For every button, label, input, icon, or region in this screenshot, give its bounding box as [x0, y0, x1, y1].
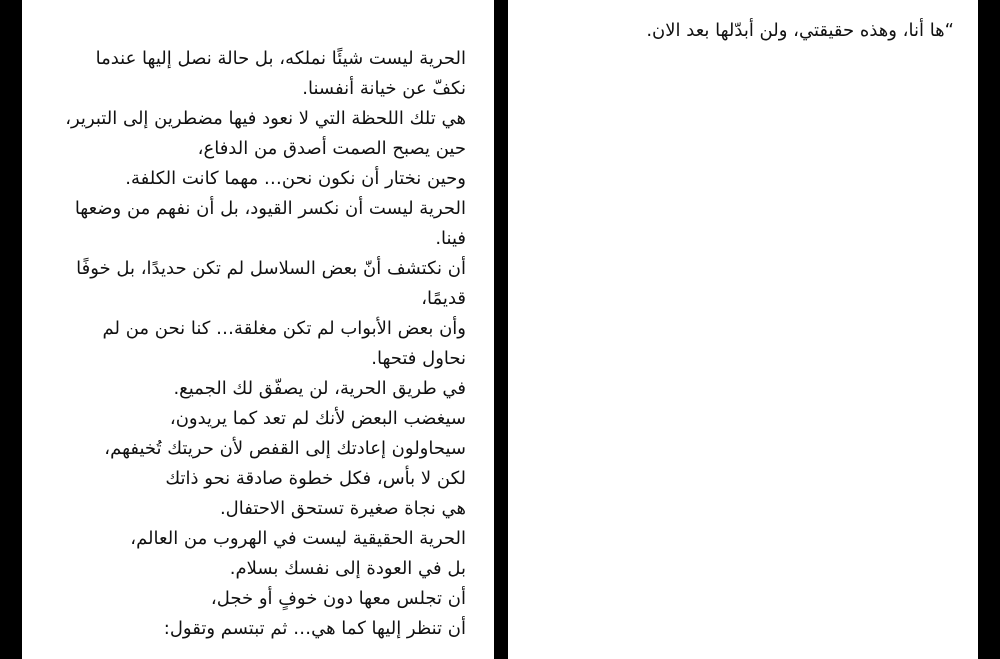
text-line: سيغضب البعض لأنك لم تعد كما يريدون،	[169, 408, 466, 429]
text-line: هي تلك اللحظة التي لا نعود فيها مضطرين إلى التبرير،	[65, 108, 466, 129]
text-line: أن نكتشف أنّ بعض السلاسل لم تكن حديدًا، بل خوفًا	[76, 258, 466, 279]
text-line: بل في العودة إلى نفسك بسلام.	[229, 558, 466, 579]
text-line: أن تجلس معها دون خوفٍ أو خجل،	[210, 588, 466, 609]
text-line: الحرية ليست أن نكسر القيود، بل أن نفهم من وضعها	[74, 198, 466, 219]
text-line: سيحاولون إعادتك إلى القفص لأن حريتك تُخيفهم،	[104, 438, 466, 459]
text-line: في طريق الحرية، لن يصفّق لك الجميع.	[173, 378, 466, 399]
text-line: “ها أنا، وهذه حقيقتي، ولن أبدّلها بعد الان.	[646, 20, 954, 41]
text-line: الحرية ليست شيئًا نملكه، بل حالة نصل إليها عندما	[95, 48, 466, 69]
left-page	[22, 0, 494, 659]
right-page	[508, 0, 978, 659]
right-page-text	[524, 16, 954, 46]
text-line: فينا.	[435, 228, 466, 249]
text-line: قديمًا،	[421, 288, 466, 309]
text-line: وأن بعض الأبواب لم تكن مغلقة… كنا نحن من لم	[102, 318, 466, 339]
text-line: أن تنظر إليها كما هي… ثم تبتسم وتقول:	[163, 618, 466, 639]
text-line: لكن لا بأس، فكل خطوة صادقة نحو ذاتك	[165, 468, 466, 489]
text-line: هي نجاة صغيرة تستحق الاحتفال.	[219, 498, 466, 519]
text-line: الحرية الحقيقية ليست في الهروب من العالم،	[130, 528, 466, 549]
text-line: حين يصبح الصمت أصدق من الدفاع،	[197, 138, 466, 159]
text-line: نكفّ عن خيانة أنفسنا.	[302, 78, 466, 99]
text-line: وحين نختار أن نكون نحن… مهما كانت الكلفة.	[125, 168, 466, 189]
text-line: نحاول فتحها.	[371, 348, 466, 369]
left-page-text	[36, 44, 466, 644]
